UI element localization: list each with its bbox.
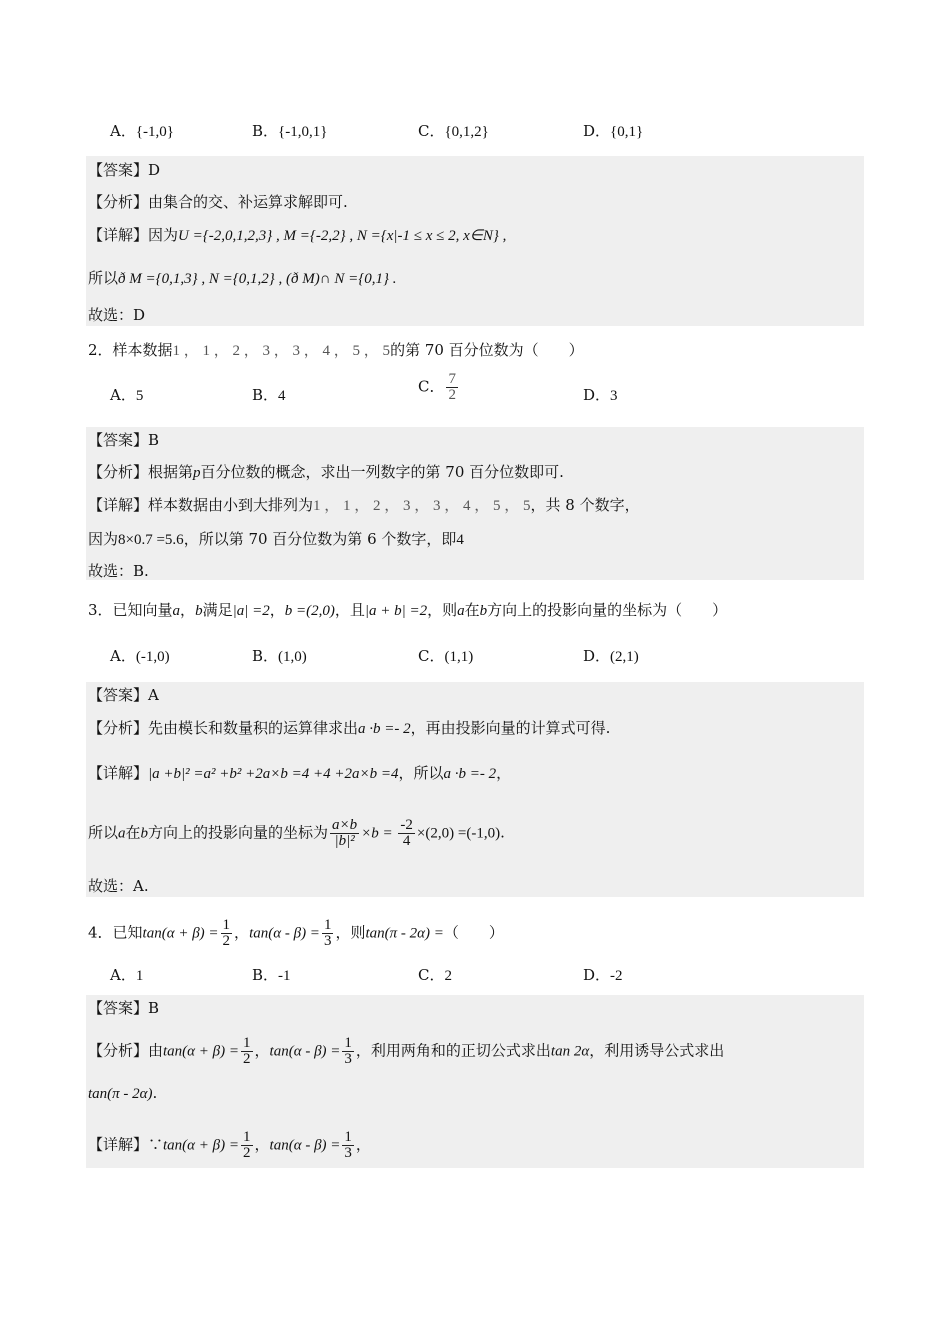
analysis-math: tan 2α: [550, 1043, 590, 1060]
stem-math: b =(2,0): [284, 603, 335, 619]
option-letter: B．: [252, 647, 279, 665]
option-value: (-1,0): [135, 649, 170, 665]
because-value: 4: [456, 532, 464, 548]
q1-option-c: [418, 118, 489, 145]
option-letter: A．: [110, 386, 136, 404]
detail-text: ，: [496, 764, 512, 782]
q2-because: [88, 526, 864, 553]
stem-var: b: [195, 603, 203, 619]
fraction: [342, 1036, 354, 1067]
option-value: -2: [610, 968, 623, 984]
option-letter: D．: [583, 386, 611, 404]
option-value: (1,0): [278, 649, 307, 665]
option-value: {-1,0,1}: [278, 124, 328, 140]
option-value: 5: [135, 388, 144, 404]
proj-text: 方向上的投影向量的坐标为: [148, 823, 329, 842]
stem-text: 3．已知向量: [88, 601, 173, 619]
q2-option-b: [252, 382, 286, 409]
fraction-numerator: 1: [243, 1129, 251, 1145]
stem-text: ，: [234, 923, 250, 942]
detail-text: ，: [254, 1135, 270, 1154]
detail-label: 【详解】因为: [88, 226, 179, 244]
q4-analysis-cont: [88, 1080, 864, 1107]
option-letter: D．: [583, 966, 611, 984]
analysis-var: p: [193, 465, 201, 481]
option-letter: C．: [418, 966, 445, 984]
q4-option-d: [583, 962, 623, 989]
detail-text: ，: [355, 1135, 371, 1154]
stem-text: 在: [464, 601, 480, 619]
detail-data: 1 ， 1 ， 2 ， 3 ， 3 ， 4 ， 5 ， 5: [313, 498, 531, 514]
fraction-denominator: 3: [323, 933, 332, 949]
analysis-math: a ·b =- 2: [358, 721, 411, 737]
stem-var: b: [479, 603, 488, 619]
option-value: {-1,0}: [135, 124, 174, 140]
option-value: (1,1): [444, 649, 474, 665]
ratio-fraction: [398, 818, 415, 849]
because-text: 因为: [88, 530, 119, 548]
stem-text: ，则: [427, 601, 458, 619]
because-math: 8×0.7 =5.6: [118, 532, 184, 548]
proj-var: b: [140, 825, 149, 842]
detail-math: tan(α - β) =: [269, 1137, 341, 1154]
q4-option-a: [110, 962, 143, 989]
stem-math: |a + b| =2: [364, 603, 428, 619]
q4-option-b: [252, 962, 291, 989]
stem-text: ，则: [335, 923, 366, 942]
option-letter: A．: [110, 966, 136, 984]
detail-math: tan(α + β) =: [163, 1137, 240, 1154]
stem-text: 的第 70 百分位数为（ ）: [390, 341, 584, 359]
q1-analysis: 【分析】由集合的交、补运算求解即可.: [88, 193, 348, 211]
detail-label: 【详解】: [88, 764, 149, 782]
fraction-denominator: |b|²: [334, 833, 355, 849]
fraction-denominator: 2: [243, 1051, 251, 1067]
fraction-denominator: 3: [344, 1051, 352, 1067]
option-value: -1: [278, 968, 291, 984]
q4-detail: [88, 1130, 864, 1161]
fraction-numerator: 1: [243, 1035, 251, 1051]
fraction-numerator: 7: [448, 371, 456, 387]
projection-fraction: [330, 818, 359, 849]
fraction: [342, 1130, 354, 1161]
option-value: {0,1,2}: [444, 124, 489, 140]
q3-analysis: [88, 715, 864, 742]
option-letter: B．: [252, 122, 279, 140]
q2-detail: [88, 492, 864, 519]
stem-text: 方向上的投影向量的坐标为（ ）: [487, 601, 728, 619]
stem-math: tan(π - 2α) =: [365, 925, 444, 942]
stem-var: a: [172, 603, 181, 619]
q3-projection: [88, 818, 864, 849]
detail-math: a ·b =- 2: [443, 766, 497, 782]
analysis-text: 【分析】先由模长和数量积的运算律求出: [88, 719, 359, 737]
option-value: (2,1): [610, 649, 639, 665]
q3-option-d: [583, 643, 639, 670]
option-letter: A．: [110, 122, 136, 140]
stem-text: 4．已知: [88, 923, 143, 942]
detail-text: 【详解】∵: [88, 1135, 164, 1154]
q2-option-d: [583, 382, 618, 409]
q1-option-a: [110, 118, 174, 145]
fraction-numerator: -2: [400, 817, 413, 833]
option-letter: D．: [583, 647, 611, 665]
stem-text: ，且: [334, 601, 365, 619]
q4-option-c: [418, 962, 452, 989]
proj-math: ×b =: [361, 825, 397, 842]
q2-option-c: [418, 372, 460, 403]
analysis-text: 【分析】根据第: [88, 463, 194, 481]
detail-math: |a +b|² =a² +b² +2a×b =4 +4 +2a×b =4: [148, 766, 399, 782]
proj-var: a: [118, 825, 126, 842]
q2-option-a: [110, 382, 143, 409]
fraction: [241, 1130, 253, 1161]
stem-text: ，: [180, 601, 196, 619]
fraction-denominator: 2: [222, 933, 231, 949]
stem-text: 2．样本数据: [88, 341, 173, 359]
analysis-text: ，利用诱导公式求出: [589, 1041, 725, 1060]
analysis-text: ，: [254, 1041, 270, 1060]
fraction-numerator: a×b: [332, 817, 358, 833]
stem-var: a: [457, 603, 465, 619]
q1-therefore: [88, 265, 864, 292]
detail-text: ，共 8 个数字，: [530, 496, 640, 514]
option-letter: B．: [252, 386, 279, 404]
stem-text: （ ）: [443, 923, 504, 942]
fraction-denominator: 4: [402, 833, 411, 849]
option-letter: C．: [418, 122, 445, 140]
option-letter: C．: [418, 377, 445, 396]
fraction-numerator: 1: [344, 1129, 352, 1145]
q4-stem: [88, 918, 864, 949]
q4-answer: 【答案】B: [88, 999, 160, 1017]
because-text: ，所以第 70 百分位数为第 6 个数字，即: [183, 530, 457, 548]
therefore-math: ð M ={0,1,3} , N ={0,1,2} , (ð M)∩ N ={0,1} .: [118, 271, 397, 287]
option-letter: D．: [583, 122, 611, 140]
stem-math: |a| =2: [232, 603, 270, 619]
option-value: 2: [444, 968, 452, 984]
fraction-numerator: 1: [344, 1035, 352, 1051]
q2-stem: [88, 337, 864, 364]
analysis-text: 百分位数的概念，求出一列数字的第 70 百分位数即可.: [200, 463, 564, 481]
option-letter: C．: [418, 647, 445, 665]
option-value: 3: [610, 388, 618, 404]
option-letter: B．: [252, 966, 279, 984]
q1-conclusion: 故选：D: [88, 306, 146, 324]
analysis-math: tan(α - β) =: [269, 1043, 341, 1060]
analysis-math: tan(π - 2α): [88, 1086, 153, 1102]
q3-option-b: [252, 643, 307, 670]
fraction: [446, 372, 458, 403]
q2-answer: 【答案】B: [88, 431, 160, 449]
q3-conclusion: 故选：A.: [88, 877, 149, 895]
stem-data: 1 ， 1 ， 2 ， 3 ， 3 ， 4 ， 5 ， 5: [172, 343, 391, 359]
q1-option-d: [583, 118, 643, 145]
q3-stem: [88, 597, 864, 624]
q3-option-a: [110, 643, 170, 670]
stem-math: tan(α + β) =: [142, 925, 219, 942]
stem-math: tan(α - β) =: [249, 925, 320, 942]
option-value: {0,1}: [610, 124, 644, 140]
fraction-numerator: 1: [323, 917, 332, 933]
analysis-math: tan(α + β) =: [163, 1043, 240, 1060]
proj-math: ×(2,0) =(-1,0): [416, 825, 501, 842]
analysis-text: .: [152, 1084, 158, 1102]
option-value: 4: [278, 388, 286, 404]
fraction-denominator: 2: [448, 387, 456, 403]
fraction-denominator: 3: [344, 1145, 352, 1161]
detail-math: U ={-2,0,1,2,3} , M ={-2,2} , N ={x|-1 ≤ x ≤ 2, x∈N} ,: [178, 228, 507, 244]
q3-detail: [88, 760, 864, 787]
option-letter: A．: [110, 647, 136, 665]
therefore-label: 所以: [88, 269, 119, 287]
stem-text: 满足: [202, 601, 233, 619]
proj-text: 所以: [88, 823, 119, 842]
stem-text: ，: [269, 601, 285, 619]
analysis-text: ，再由投影向量的计算式可得.: [410, 719, 611, 737]
fraction-numerator: 1: [222, 917, 231, 933]
option-value: 1: [135, 968, 144, 984]
fraction: [322, 918, 334, 949]
q1-option-b: [252, 118, 327, 145]
q3-option-c: [418, 643, 473, 670]
detail-text: 【详解】样本数据由小到大排列为: [88, 496, 314, 514]
q4-analysis: [88, 1036, 864, 1067]
fraction-denominator: 2: [243, 1145, 251, 1161]
detail-text: ，所以: [398, 764, 444, 782]
q3-answer: 【答案】A: [88, 686, 159, 704]
q1-answer: 【答案】D: [88, 161, 161, 179]
fraction: [241, 1036, 253, 1067]
proj-text: .: [500, 823, 505, 842]
analysis-text: 【分析】由: [88, 1041, 164, 1060]
analysis-text: ，利用两角和的正切公式求出: [355, 1041, 551, 1060]
q2-conclusion: 故选：B.: [88, 562, 149, 580]
proj-text: 在: [125, 823, 141, 842]
q2-analysis: [88, 459, 864, 486]
q1-detail: [88, 222, 864, 249]
fraction: [221, 918, 233, 949]
